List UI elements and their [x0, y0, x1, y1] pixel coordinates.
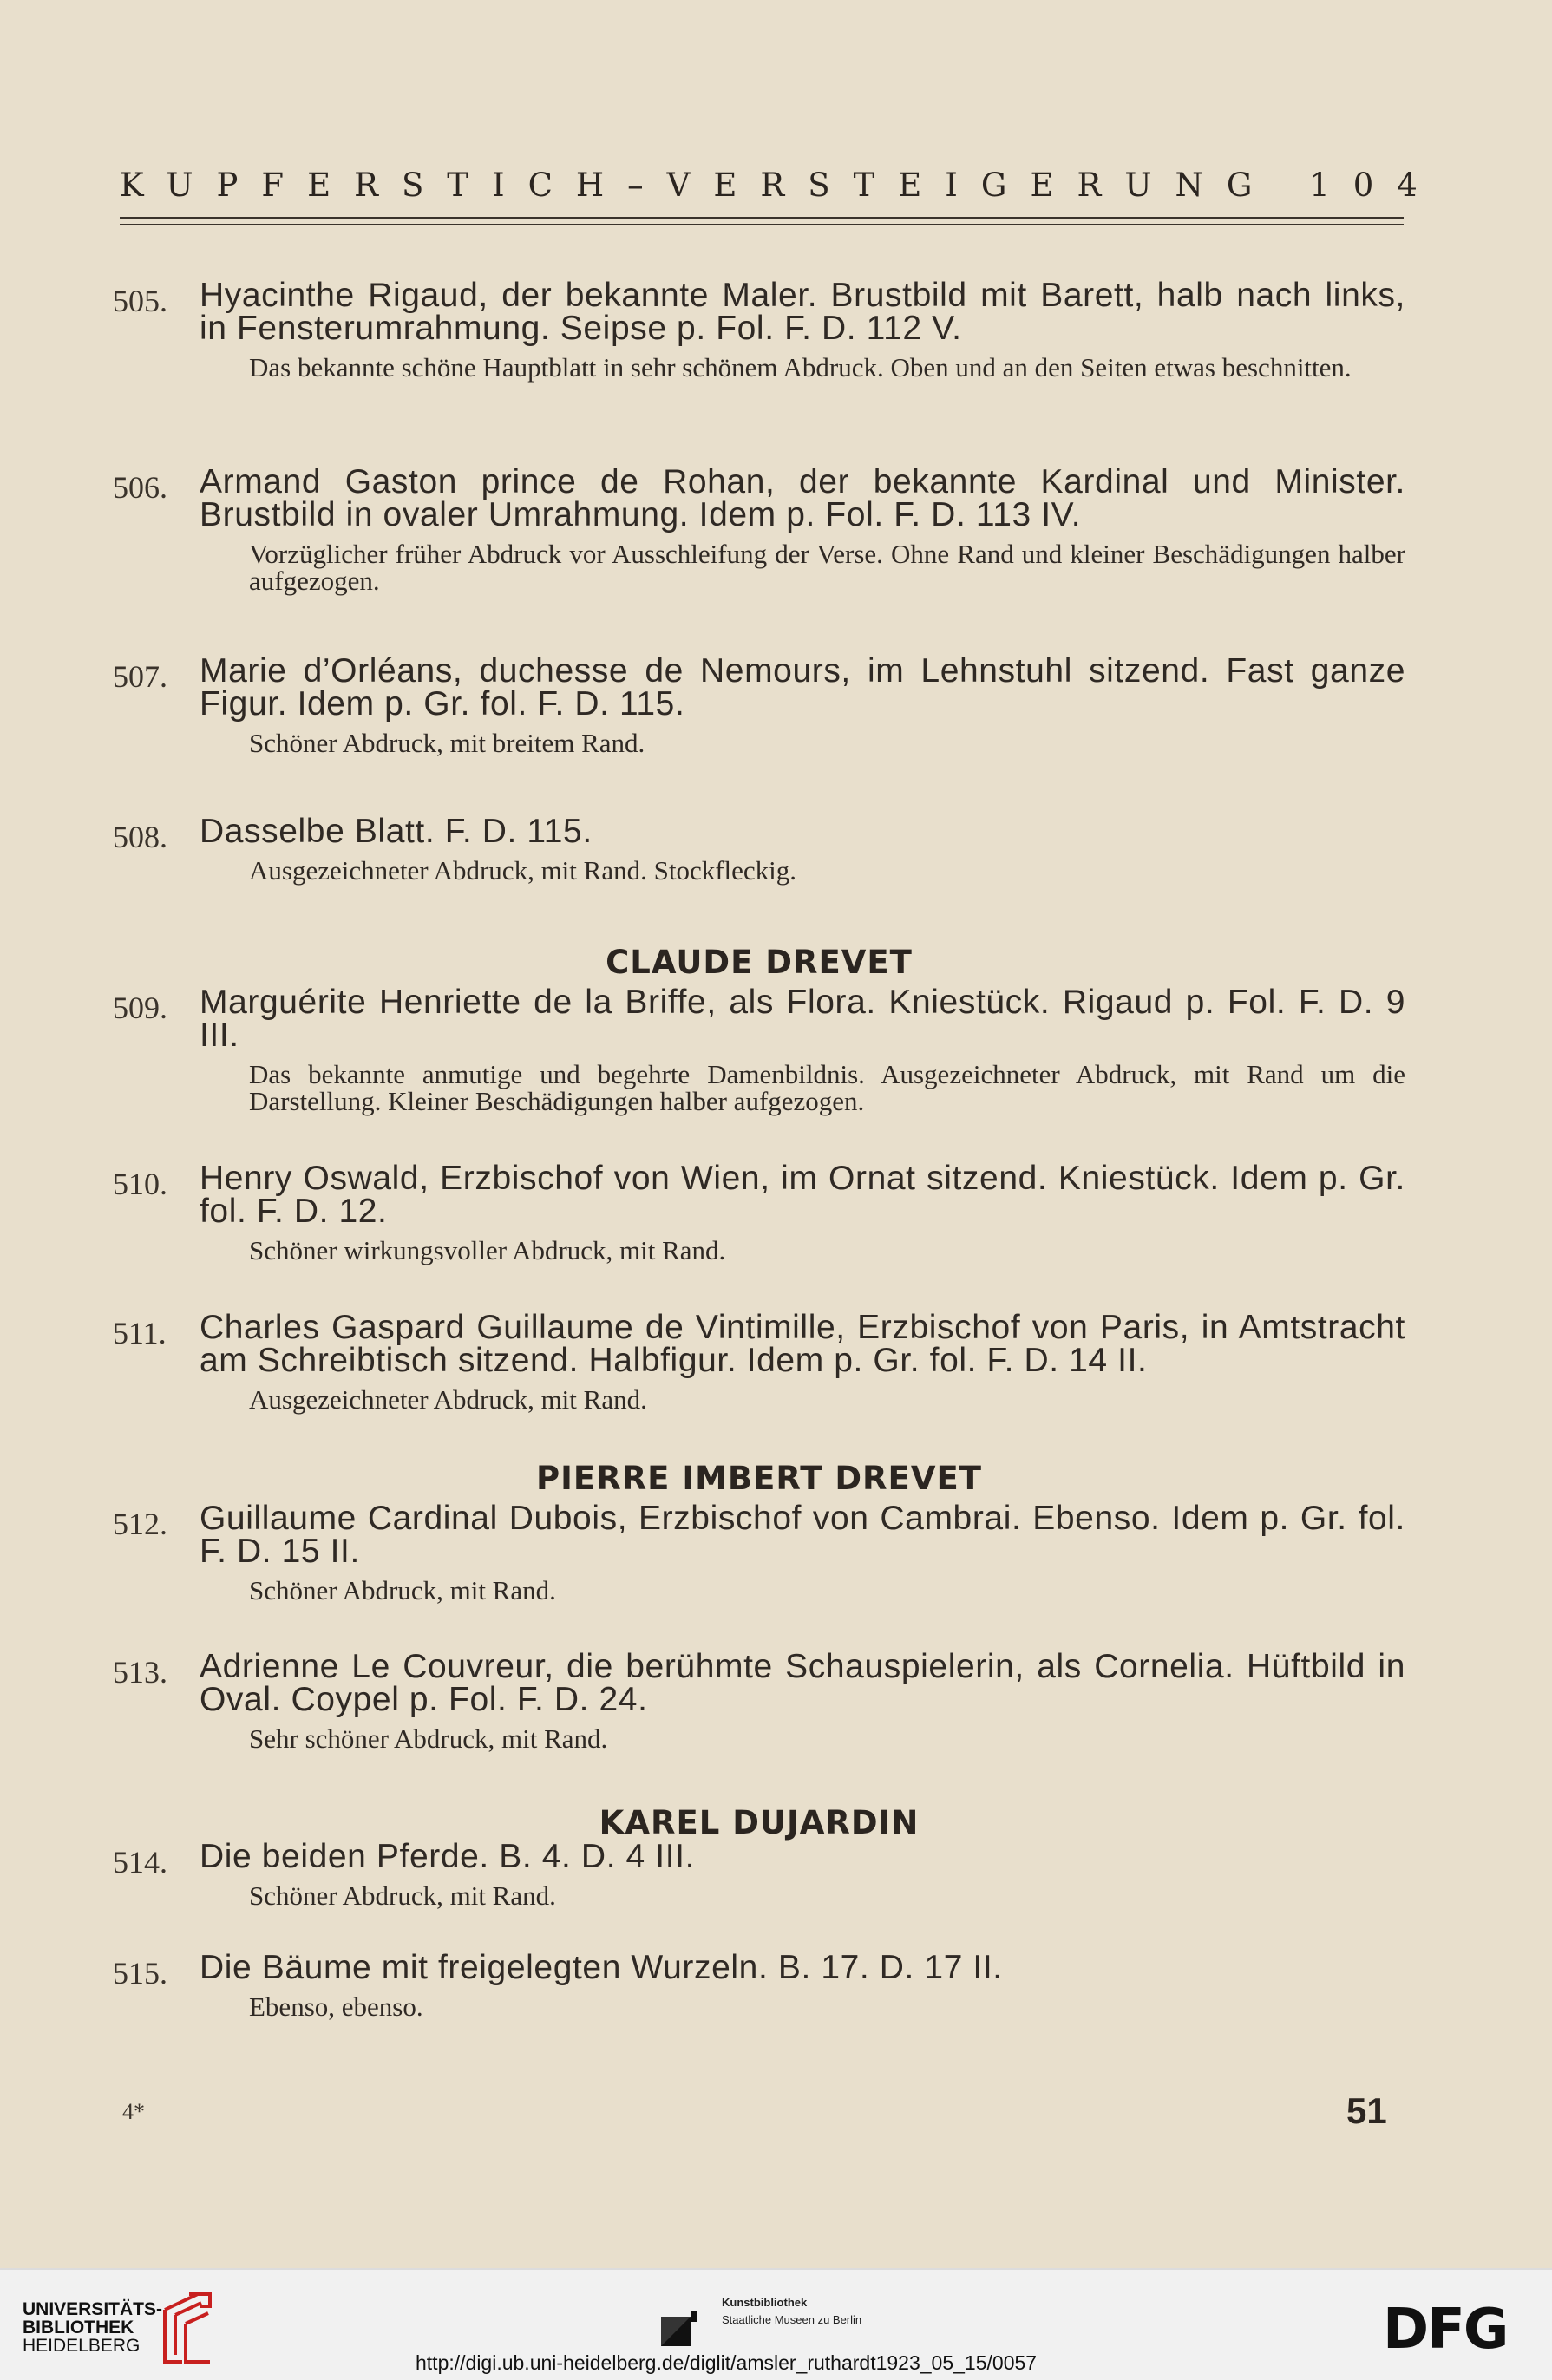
footer-bar [0, 2268, 1552, 2380]
lot-note: Schöner wirkungsvoller Abdruck, mit Rand. [249, 1235, 726, 1265]
header-rule [120, 217, 1404, 219]
lot-title: Henry Oswald, Erzbischof von Wien, im Ornat sitzend. Kniestück. Idem p. Gr. fol. F. D. 12. [200, 1160, 1405, 1230]
artist-heading-claude-drevet: CLAUDE DREVET [606, 944, 913, 981]
lot-entry-507 [113, 652, 1405, 758]
lot-note: Ebenso, ebenso. [249, 1991, 423, 2022]
lot-entry-513 [113, 1648, 1405, 1754]
lot-number: 515. [113, 1956, 167, 1991]
lot-note: Vorzüglicher früher Abdruck vor Ausschleifung der Verse. Ohne Rand und kleiner Beschädigungen halber aufgezogen. [249, 539, 1405, 596]
running-head: KUPFERSTICH–VERSTEIGERUNG 104 [120, 167, 1441, 204]
artist-heading-pierre-imbert-drevet: PIERRE IMBERT DREVET [536, 1460, 982, 1497]
lot-title: Marguérite Henriette de la Briffe, als Flora. Kniestück. Rigaud p. Fol. F. D. 9 III. [200, 984, 1405, 1054]
lot-title: Marie d’Orléans, duchesse de Nemours, im Lehnstuhl sitzend. Fast ganze Figur. Idem p. Gr. fol. F. D. 115. [200, 652, 1405, 722]
lot-title: Guillaume Cardinal Dubois, Erzbischof von Cambrai. Ebenso. Idem p. Gr. fol. F. D. 15 II. [200, 1500, 1405, 1570]
lot-note: Ausgezeichneter Abdruck, mit Rand. [249, 1384, 647, 1415]
lot-note: Schöner Abdruck, mit Rand. [249, 1575, 556, 1605]
artist-heading-karel-dujardin: KAREL DUJARDIN [599, 1804, 920, 1841]
lot-title: Charles Gaspard Guillaume de Vintimille, Erzbischof von Paris, in Amtstracht am Schreibtisch sitzend. Halbfigur. Idem p. Gr. fol. F. D. 14 II. [200, 1309, 1405, 1379]
lot-entry-512 [113, 1502, 1405, 1604]
lot-note: Das bekannte schöne Hauptblatt in sehr schönem Abdruck. Oben und an den Seiten etwas beschnitten. [249, 352, 1352, 382]
lot-note: Das bekannte anmutige und begehrte Damenbildnis. Ausgezeichneter Abdruck, mit Rand um die Darstellung. Kleiner Beschädigungen halber aufgezogen. [249, 1059, 1405, 1116]
lot-title: Hyacinthe Rigaud, der bekannte Maler. Brustbild mit Barett, halb nach links, in Fensterumrahmung. Seipse p. Fol. F. D. 112 V. [200, 277, 1405, 347]
lot-number: 511. [113, 1316, 167, 1350]
lot-entry-505 [113, 279, 1405, 381]
lot-title: Die beiden Pferde. B. 4. D. 4 III. [200, 1838, 696, 1875]
lot-entry-514 [113, 1838, 1405, 1911]
lot-number: 510. [113, 1167, 167, 1201]
lot-entry-510 [113, 1162, 1405, 1264]
lot-entry-511 [113, 1311, 1405, 1413]
kb-line-1: Kunstbibliothek [722, 2296, 808, 2309]
ub-line-2: BIBLIOTHEK [23, 2318, 134, 2338]
kb-line-2: Staatliche Museen zu Berlin [722, 2313, 862, 2326]
header-rule-thin [120, 224, 1404, 225]
lot-note: Ausgezeichneter Abdruck, mit Rand. Stockfleckig. [249, 855, 797, 886]
lot-entry-508 [113, 815, 1405, 884]
lot-number: 507. [113, 659, 167, 694]
ub-line-3: HEIDELBERG [23, 2336, 141, 2356]
lot-number: 506. [113, 470, 167, 505]
lot-number: 514. [113, 1845, 167, 1880]
lot-note: Sehr schöner Abdruck, mit Rand. [249, 1723, 608, 1754]
lot-entry-515 [113, 1949, 1405, 2022]
lot-title: Dasselbe Blatt. F. D. 115. [200, 813, 593, 850]
ub-heidelberg-logo-icon[interactable] [156, 2289, 217, 2367]
lot-number: 508. [113, 820, 167, 854]
lot-number: 513. [113, 1655, 167, 1690]
lot-note: Schöner Abdruck, mit Rand. [249, 1880, 556, 1911]
lot-note: Schöner Abdruck, mit breitem Rand. [249, 728, 645, 758]
lot-entry-509 [113, 986, 1405, 1115]
lot-number: 509. [113, 991, 167, 1025]
kunstbibliothek-text[interactable] [722, 2294, 861, 2329]
lot-number: 512. [113, 1507, 167, 1541]
lot-number: 505. [113, 284, 167, 318]
lot-title: Armand Gaston prince de Rohan, der bekannte Kardinal und Minister. Brustbild in ovaler Umrahmung. Idem p. Fol. F. D. 113 IV. [200, 463, 1405, 533]
lot-entry-506 [113, 463, 1405, 596]
permalink-url[interactable]: http://digi.ub.uni-heidelberg.de/diglit/amsler_ruthardt1923_05_15/0057 [416, 2351, 1038, 2374]
signature-mark: 4* [122, 2099, 145, 2124]
kunstbibliothek-logo-icon[interactable] [661, 2311, 710, 2346]
ub-line-1: UNIVERSITÄTS- [23, 2299, 163, 2319]
lot-title: Die Bäume mit freigelegten Wurzeln. B. 17. D. 17 II. [200, 1949, 1003, 1986]
page-number: 51 [1346, 2090, 1387, 2131]
ub-heidelberg-text[interactable] [23, 2300, 162, 2355]
dfg-logo[interactable]: DFG [1383, 2298, 1508, 2362]
lot-title: Adrienne Le Couvreur, die berühmte Schauspielerin, als Cornelia. Hüftbild in Oval. Coypel p. Fol. F. D. 24. [200, 1648, 1405, 1718]
